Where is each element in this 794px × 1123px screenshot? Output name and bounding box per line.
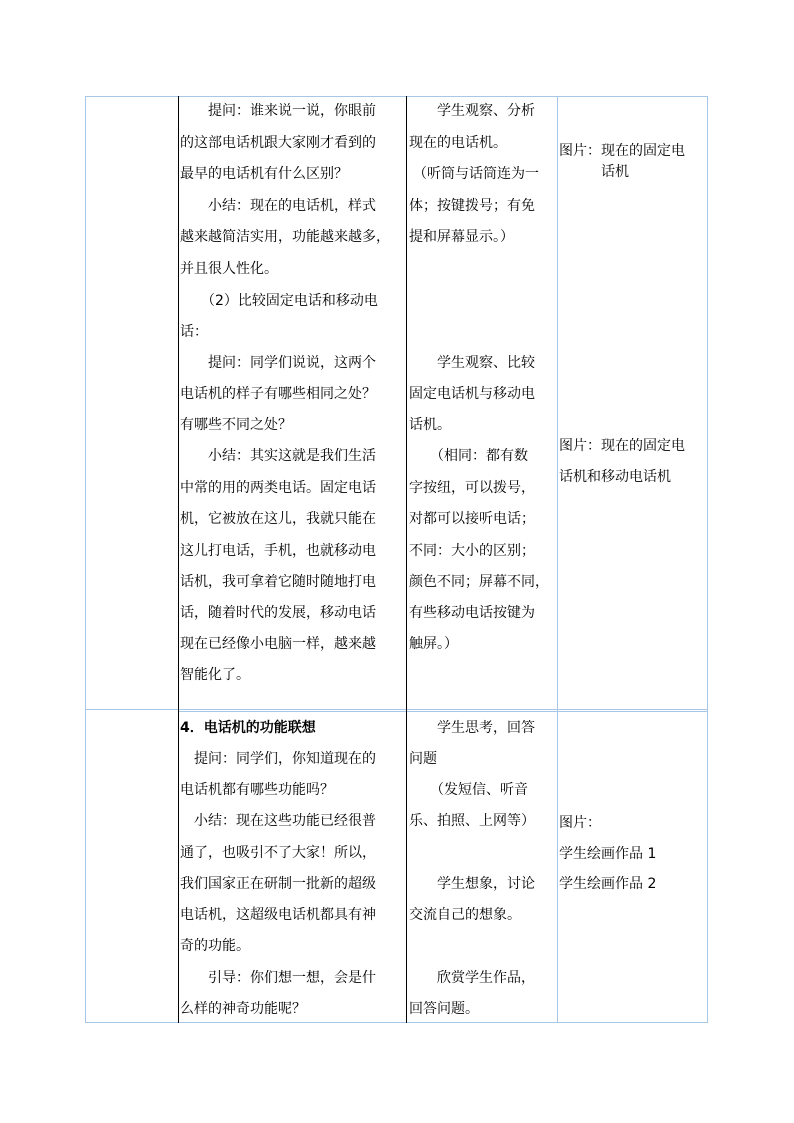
row-divider-thin <box>178 711 708 712</box>
row1-teacher-line: （2）比较固定电话和移动电 <box>180 293 378 309</box>
row1-student-line: 体；按键拨号；有免 <box>409 198 535 214</box>
row1-teacher-line: 小结：现在的电话机，样式 <box>180 198 376 214</box>
row1-student-line: 学生观察、比较 <box>409 355 535 371</box>
row1-teacher-line: 这儿打电话，手机，也就移动电 <box>180 543 376 559</box>
row1-media-line: 话机和移动电话机 <box>559 469 671 485</box>
row1-teacher-line: 提问：同学们说说，这两个 <box>180 355 376 371</box>
row2-teacher-line: 电话机都有哪些功能吗？ <box>180 782 334 798</box>
row1-student-line: （听筒与话筒连为一 <box>413 166 539 182</box>
row1-teacher-line: 并且很人性化。 <box>180 261 278 277</box>
row1-student-line: （相同：都有数 <box>409 448 528 464</box>
row2-student-line: 欣赏学生作品， <box>409 970 535 986</box>
row2-student-line: （发短信、听音 <box>409 782 528 798</box>
row2-media-line: 图片： <box>559 815 601 831</box>
row2-teacher-line: 引导：你们想一想，会是什 <box>180 970 376 986</box>
row1-media-line: 话机 <box>559 164 629 180</box>
row1-media-line: 图片：现在的固定电 <box>559 143 685 159</box>
row1-student-line: 固定电话机与移动电 <box>409 386 535 402</box>
row2-student-line: 回答问题。 <box>409 1001 479 1017</box>
row1-student-line: 触屏。） <box>409 636 458 652</box>
row1-student-line: 对都可以接听电话； <box>409 511 535 527</box>
row1-teacher-line: 中常的用的两类电话。固定电话 <box>180 480 376 496</box>
table-left-border <box>85 96 86 1023</box>
row1-teacher-line: 现在已经像小电脑一样，越来越 <box>180 636 376 652</box>
row2-teacher-line: 电话机，这超级电话机都具有神 <box>180 907 376 923</box>
row2-teacher-line: 奇的功能。 <box>180 938 250 954</box>
column-divider-1 <box>178 96 179 1023</box>
section-heading: 4．电话机的功能联想 <box>180 720 316 736</box>
row1-student-line: 现在的电话机。 <box>409 135 507 151</box>
row1-teacher-line: 最早的电话机有什么区别？ <box>180 166 348 182</box>
row1-student-line: 话机。 <box>409 417 451 433</box>
row1-teacher-line: 越来越简洁实用，功能越来越多， <box>180 229 390 245</box>
row1-media-line: 图片：现在的固定电 <box>559 438 685 454</box>
row1-student-line: 不同：大小的区别； <box>409 543 535 559</box>
row2-student-line: 问题 <box>409 751 437 767</box>
table-right-border <box>707 96 708 1023</box>
row2-media-line: 学生绘画作品 1 <box>559 846 657 862</box>
row2-teacher-line: 么样的神奇功能呢？ <box>180 1001 306 1017</box>
row1-teacher-line: 提问：谁来说一说，你眼前 <box>180 103 376 119</box>
row1-teacher-line: 有哪些不同之处？ <box>180 417 292 433</box>
row2-teacher-line: 通了，也吸引不了大家！所以， <box>180 845 376 861</box>
row1-teacher-line: 的这部电话机跟大家刚才看到的 <box>180 135 376 151</box>
row1-student-line: 有些移动电话按键为 <box>409 605 535 621</box>
column-divider-3 <box>557 96 558 1023</box>
row2-media-line: 学生绘画作品 2 <box>559 876 657 892</box>
row1-student-line: 字按纽，可以拨号， <box>409 480 535 496</box>
row1-teacher-line: 小结：其实这就是我们生活 <box>180 448 376 464</box>
row1-teacher-line: 话： <box>180 324 208 340</box>
row1-teacher-line: 智能化了。 <box>180 667 250 683</box>
row1-teacher-line: 电话机的样子有哪些相同之处？ <box>180 386 376 402</box>
row1-student-line: 提和屏幕显示。） <box>409 229 514 245</box>
row2-teacher-line: 提问：同学们，你知道现在的 <box>180 751 376 767</box>
row2-student-line: 交流自己的想象。 <box>409 907 521 923</box>
row1-teacher-line: 话机，我可拿着它随时随地打电 <box>180 574 376 590</box>
row1-student-line: 颜色不同；屏幕不同， <box>409 574 549 590</box>
row1-teacher-line: 机，它被放在这儿，我就只能在 <box>180 511 376 527</box>
row1-teacher-line: 话，随着时代的发展，移动电话 <box>180 605 376 621</box>
row2-teacher-line: 小结：现在这些功能已经很普 <box>180 813 376 829</box>
row1-student-line: 学生观察、分析 <box>409 103 535 119</box>
column-divider-2 <box>406 96 407 1023</box>
row2-student-line: 学生思考，回答 <box>409 720 535 736</box>
row2-student-line: 学生想象，讨论 <box>409 876 535 892</box>
row2-teacher-line: 我们国家正在研制一批新的超级 <box>180 876 376 892</box>
row2-student-line: 乐、拍照、上网等） <box>409 813 535 829</box>
